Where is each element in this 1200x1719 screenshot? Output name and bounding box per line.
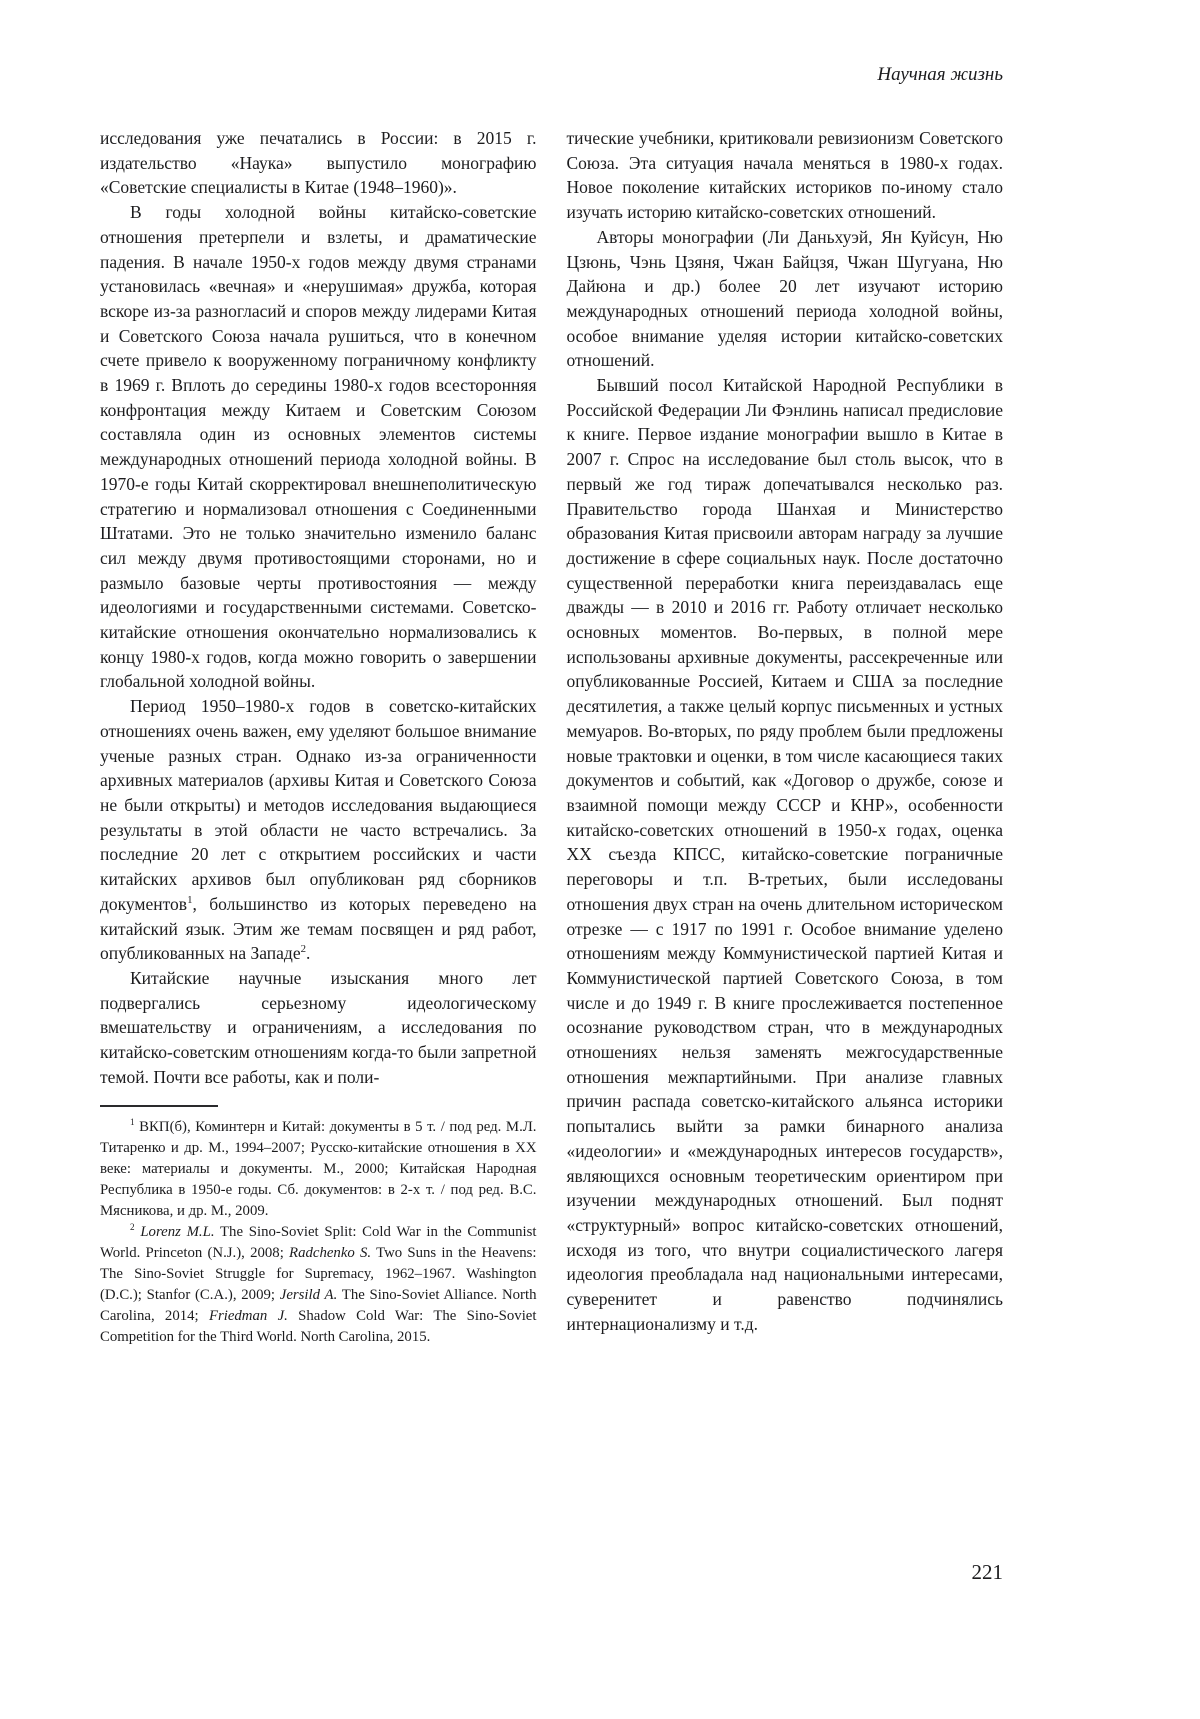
paragraph: Авторы монографии (Ли Даньхуэй, Ян Куйсун, Ню Цзюнь, Чэнь Цзяня, Чжан Байцзя, Чжан Шугуана, Ню Дайюна и др.) более 20 лет изучают историю международных отношений периода холодной войны, особое внимание уделяя истории китайско-советских отношений.: [566, 226, 1003, 371]
paragraph: исследования уже печатались в России: в 2015 г. издательство «Наука» выпустило монографию «Советские специалисты в Китае (1948–1960)».: [100, 128, 537, 198]
text-columns: [100, 126, 1003, 1348]
section-title: Научная жизнь: [877, 64, 1003, 85]
page-number: 221: [971, 1560, 1003, 1584]
left-column: [100, 126, 537, 1348]
paragraph: В годы холодной войны китайско-советские отношения претерпели и взлеты, и драматические падения. В начале 1950-х годов между двумя странами установилась «вечная» и «нерушимая» дружба, которая вскоре из-за разногласий и споров между лидерами Китая и Советского Союза начала рушиться, что в конечном счете привело к вооруженному пограничному конфликту в 1969 г. Вплоть до середины 1980-х годов всесторонняя конфронтация между Китаем и Советским Союзом составляла один из основных элементов системы международных отношений периода холодной войны. В 1970-е годы Китай скорректировал внешнеполитическую стратегию и нормализовал отношения с Соединенными Штатами. Это не только значительно изменило баланс сил между двумя противостоящими сторонами, но и размыло базовые черты противостояния — между идеологиями и государственными системами. Советско-китайские отношения окончательно нормализовались к концу 1980-х годов, когда можно говорить о завершении глобальной холодной войны.: [100, 202, 537, 692]
paragraph: Период 1950–1980-х годов в советско-китайских отношениях очень важен, ему уделяют большое внимание ученые разных стран. Однако из-за ограниченности архивных материалов (архивы Китая и Советского Союза не были открыты) и методов исследования выдающиеся результаты в этой области не часто встречались. За последние 20 лет с открытием российских и части китайских архивов был опубликован ряд сборников документов$^1$, большинство из которых переведено на китайский язык. Этим же темам посвящен и ряд работ, опубликованных на Западе$^2$.: [100, 696, 537, 964]
footnote-2: $^2$ Lorenz M.L. The Sino-Soviet Split: Cold War in the Communist World. Princeton (N.J.), 2008; Radchenko S. Two Suns in the Heavens: The Sino-Soviet Struggle for Supremacy, 1962–1967. Washington (D.C.); Stanfor (C.A.), 2009; Jersild A. The Sino-Soviet Alliance. North Carolina, 2014; Friedman J. Shadow Cold War: The Sino-Soviet Competition for the Third World. North Carolina, 2015.: [100, 1222, 537, 1346]
footnote-separator: [100, 1105, 218, 1107]
paragraph: Китайские научные изыскания много лет подвергались серьезному идеологическому вмешательству и ограничениям, а исследования по китайско-советским отношениям когда-то были запретной темой. Почти все работы, как и поли-: [100, 967, 537, 1087]
footnotes: [100, 1105, 537, 1348]
paragraph: Бывший посол Китайской Народной Республики в Российской Федерации Ли Фэнлинь написал предисловие к книге. Первое издание монографии вышло в Китае в 2007 г. Спрос на исследование был столь высок, что в первый же год тираж допечатывался несколько раз. Правительство города Шанхая и Министерство образования Китая присвоили авторам награду за лучшие достижение в сфере социальных наук. После достаточно существенной переработки книга переиздавалась еще дважды — в 2010 и 2016 гг. Работу отличает несколько основных моментов. Во-первых, в полной мере использованы архивные документы, рассекреченные или опубликованные Россией, Китаем и США за последние десятилетия, а также целый корпус письменных и устных мемуаров. Во-вторых, по ряду проблем были предложены новые трактовки и оценки, в том числе касающиеся таких документов и событий, как «Договор о дружбе, союзе и взаимной помощи между СССР и КНР», особенности китайско-советских отношений в 1950-х годах, оценка XX съезда КПСС, китайско-советские пограничные переговоры и т.п. В-третьих, были исследованы отношения двух стран на очень длительном историческом отрезке — с 1917 по 1991 г. Особое внимание уделено отношениям между Коммунистической партией Китая и Коммунистической партией Советского Союза, в том числе и до 1949 г. В книге прослеживается постепенное осознание руководством стран, что в международных отношениях нельзя заменять межгосударственные отношения межпартийными. При анализе главных причин распада советско-китайского альянса историки попытались выйти за рамки бинарного анализа «идеологии» и «международных интересов государств», являющихся основным теоретическим ориентиром при изучении международных отношений. Был поднят «структурный» вопрос китайско-советских отношений, исходя из того, что внутри социалистического лагеря идеология преобладала над национальными интересами, суверенитет и равенство подчинялись интернационализму и т.д.: [566, 375, 1003, 1334]
paragraph: тические учебники, критиковали ревизионизм Советского Союза. Эта ситуация начала меняться в 1980-х годах. Новое поколение китайских историков по-иному стало изучать историю китайско-советских отношений.: [566, 128, 1003, 223]
running-head: [100, 64, 1003, 86]
footnote-1: $^1$ ВКП(б), Коминтерн и Китай: документы в 5 т. / под ред. М.Л. Титаренко и др. М., 1994–2007; Русско-китайские отношения в XX веке: материалы и документы. М., 2000; Китайская Народная Республика в 1950-е годы. Сб. документов: в 2-х т. / под ред. В.С. Мясникова, и др. М., 2009.: [100, 1117, 537, 1220]
right-column: [567, 126, 1004, 1348]
